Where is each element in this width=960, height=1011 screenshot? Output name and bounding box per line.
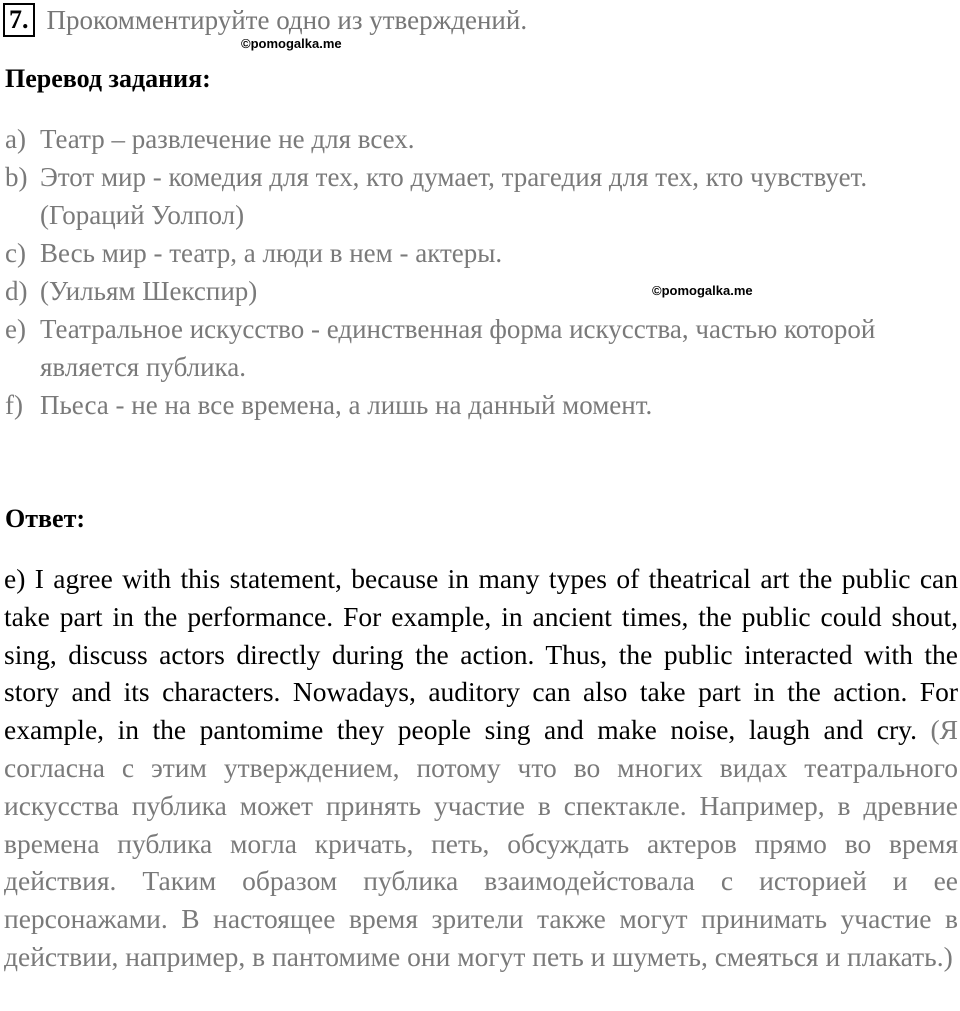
statement-letter: a) bbox=[5, 124, 26, 154]
statement-item bbox=[5, 272, 950, 310]
task-instruction: Прокомментируйте одно из утверждений. bbox=[46, 4, 528, 35]
statement-text: Весь мир - театр, а люди в нем - актеры. bbox=[40, 238, 503, 268]
statement-item bbox=[5, 158, 950, 234]
answer-heading: Ответ: bbox=[5, 504, 86, 533]
statement-letter: c) bbox=[5, 238, 26, 268]
statement-list bbox=[5, 120, 950, 424]
statement-item bbox=[5, 310, 950, 386]
answer-english: e) I agree with this statement, because in many types of theatrical art the public can take part in the performance. For example, in ancient times, the public could shout, sing, discuss actors directly during the action. Thus, the public interacted with the story and its characters. Nowadays, auditory can also take part in the action. For example, in the pantomime they people sing and make noise, laugh and cry. bbox=[4, 563, 958, 746]
task-header bbox=[3, 3, 527, 37]
statement-text: Театр – развлечение не для всех. bbox=[40, 124, 415, 154]
statement-text: (Уильям Шекспир) bbox=[40, 276, 258, 306]
statement-letter: e) bbox=[5, 314, 26, 344]
watermark: ©pomogalka.me bbox=[241, 36, 342, 51]
task-number-box: 7. bbox=[3, 3, 35, 37]
statement-letter: d) bbox=[5, 276, 28, 306]
statement-item bbox=[5, 234, 950, 272]
statement-item bbox=[5, 120, 950, 158]
answer-paragraph bbox=[4, 560, 958, 976]
statement-text: Пьеса - не на все времена, а лишь на данный момент. bbox=[40, 390, 653, 420]
statement-text: Этот мир - комедия для тех, кто думает, трагедия для тех, кто чувствует. (Гораций Уолпол) bbox=[40, 162, 868, 230]
watermark: ©pomogalka.me bbox=[652, 283, 753, 298]
statement-letter: f) bbox=[5, 390, 23, 420]
statement-text: Театральное искусство - единственная форма искусства, частью которой является публика. bbox=[40, 314, 876, 382]
answer-russian: (Я согласна с этим утверждением, потому что во многих видах театрального искусства публика может принять участие в спектакле. Например, в древние времена публика могла кричать, петь, обсуждать актеров прямо во время действия. Таким образом публика взаимодейстовала с историей и ее персонажами. В настоящее время зрители также могут принимать участие в действии, например, в пантомиме они могут петь и шуметь, смеяться и плакать.) bbox=[4, 714, 958, 972]
translation-heading: Перевод задания: bbox=[5, 64, 211, 93]
statement-letter: b) bbox=[5, 162, 28, 192]
statement-item bbox=[5, 386, 950, 424]
